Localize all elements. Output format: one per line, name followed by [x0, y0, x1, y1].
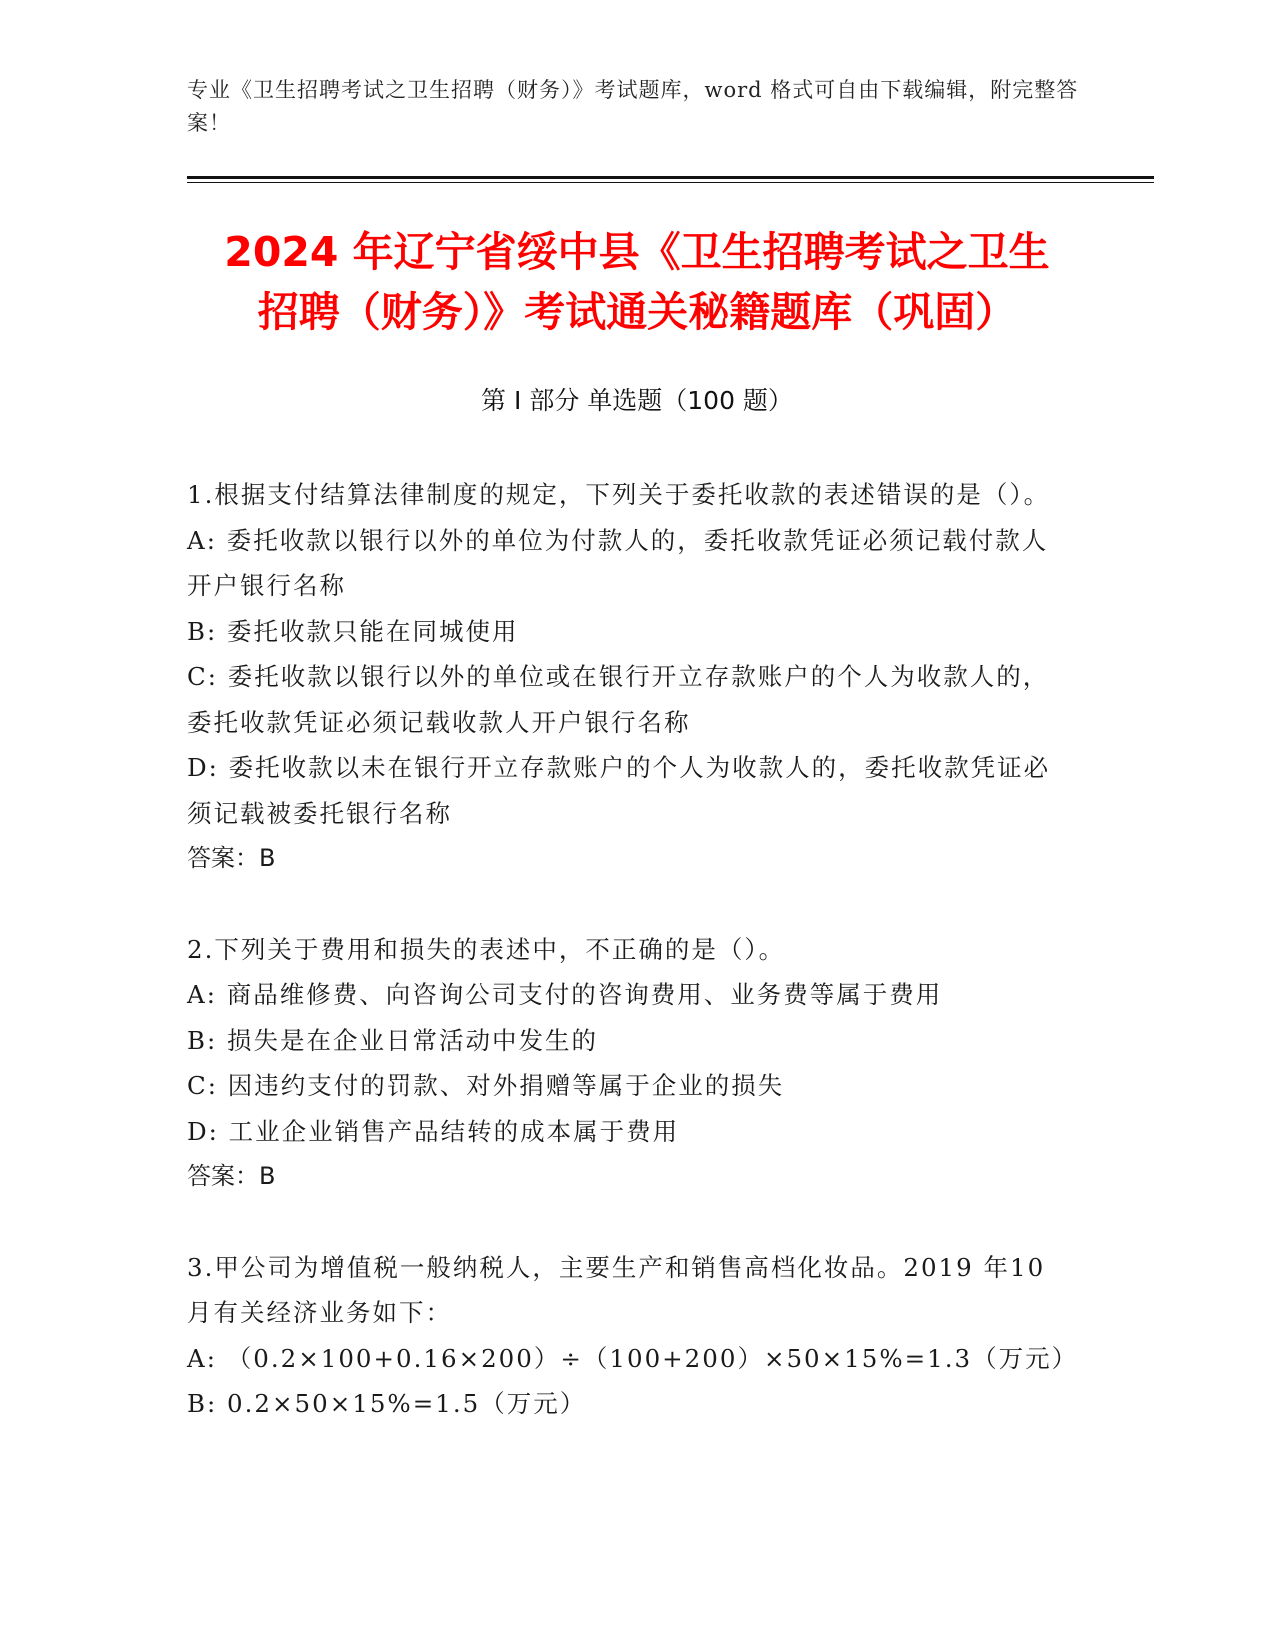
header-divider-thick — [187, 176, 1154, 179]
question-1 — [187, 472, 1067, 882]
option-a: A: 委托收款以银行以外的单位为付款人的，委托收款凭证必须记载付款人开户银行名称 — [187, 525, 1049, 600]
answer-line: 答案：B — [187, 1162, 276, 1190]
question-2 — [187, 927, 1067, 1200]
question-stem: 1.根据支付结算法律制度的规定，下列关于委托收款的表述错误的是（）。 — [187, 480, 1051, 509]
question-stem: 2.下列关于费用和损失的表述中，不正确的是（）。 — [187, 934, 786, 964]
section-heading: 第 I 部分 单选题（100 题） — [481, 386, 793, 415]
option-d: D: 工业企业销售产品结转的成本属于费用 — [187, 1116, 680, 1146]
option-a: A: （0.2×100+0.16×200）÷（100+200）×50×15%=1.3（万元） — [187, 1343, 1079, 1373]
option-c: C: 因违约支付的罚款、对外捐赠等属于企业的损失 — [187, 1071, 785, 1100]
header-note: 专业《卫生招聘考试之卫生招聘（财务）》考试题库，word 格式可自由下载编辑，附完整答案！ — [187, 78, 1079, 135]
answer-line: 答案：B — [187, 844, 276, 872]
option-b: B: 0.2×50×15%=1.5（万元） — [187, 1389, 587, 1418]
question-stem: 3.甲公司为增值税一般纳税人，主要生产和销售高档化妆品。2019 年10 月有关经济业务如下： — [187, 1252, 1046, 1327]
option-a: A: 商品维修费、向咨询公司支付的咨询费用、业务费等属于费用 — [187, 980, 943, 1009]
header-divider-thin — [187, 182, 1154, 183]
option-d: D: 委托收款以未在银行开立存款账户的个人为收款人的，委托收款凭证必须记载被委托银行名称 — [187, 753, 1051, 828]
question-list — [187, 472, 1079, 1472]
option-c: C: 委托收款以银行以外的单位或在银行开立存款账户的个人为收款人的，委托收款凭证必须记载收款人开户银行名称 — [187, 662, 1050, 737]
document-title-line-2: 招聘（财务）》考试通关秘籍题库（巩固） — [257, 288, 1017, 336]
option-b: B: 委托收款只能在同城使用 — [187, 616, 519, 646]
document-title — [187, 222, 1087, 342]
option-b: B: 损失是在企业日常活动中发生的 — [187, 1025, 599, 1055]
document-title-line-1: 2024 年辽宁省绥中县《卫生招聘考试之卫生 — [224, 228, 1050, 276]
question-3 — [187, 1245, 1079, 1427]
